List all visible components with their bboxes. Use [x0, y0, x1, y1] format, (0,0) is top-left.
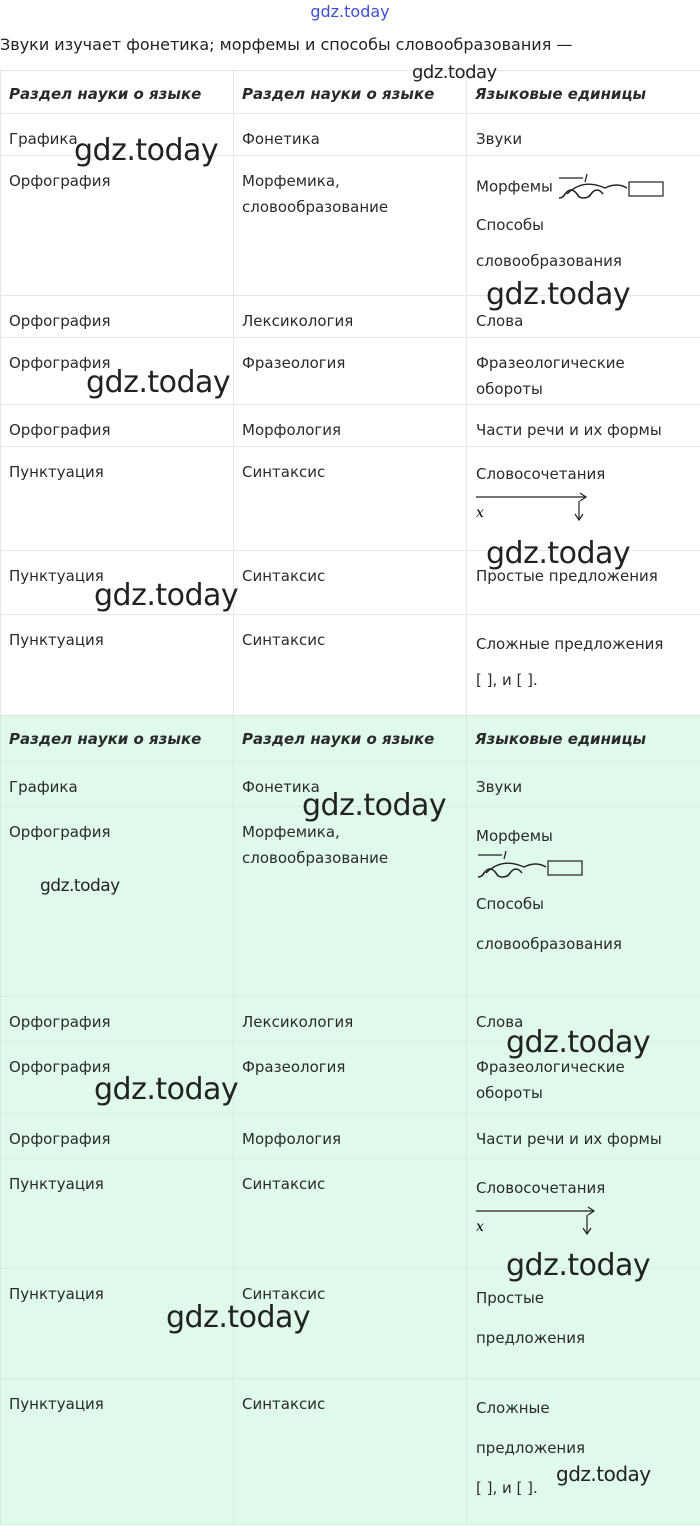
watermark: gdz.today [486, 277, 631, 312]
table-cell: Синтаксис [234, 1159, 467, 1269]
table-cell: Графика [1, 762, 234, 807]
complex-sentences-label: Сложные [476, 1399, 550, 1417]
header-cell: Раздел науки о языке [1, 716, 234, 762]
table-cell: Лексикология [234, 997, 467, 1042]
table-cell: Синтаксис [234, 615, 467, 716]
watermark: gdz.today [506, 1248, 651, 1283]
header-cell: Языковые единицы [467, 71, 700, 114]
table-row [1, 1379, 700, 1525]
table-cell [467, 156, 700, 296]
morpheme-signs-icon [476, 849, 606, 881]
watermark: gdz.today [94, 1072, 239, 1107]
table-row [1, 338, 700, 405]
morpheme-signs-icon [557, 172, 675, 202]
table-row [1, 807, 700, 997]
table-cell: Морфология [234, 1114, 467, 1159]
x-letter: x [476, 505, 484, 521]
complex-sentences-label: предложения [476, 1439, 586, 1457]
table-row [1, 447, 700, 551]
table-cell: Орфография [1, 405, 234, 447]
table-cell [467, 1269, 700, 1379]
table-cell: Пунктуация [1, 615, 234, 716]
table-cell: Орфография [1, 338, 234, 405]
table-cell: Пунктуация [1, 551, 234, 615]
table-cell: Орфография [1, 807, 234, 997]
table-cell: Звуки [467, 114, 700, 156]
language-units-table-answer [0, 715, 700, 1525]
table-row [1, 296, 700, 338]
complex-sentences-label: Сложные предложения [476, 635, 664, 653]
table-cell: Слова [467, 997, 700, 1042]
sentence-scheme: [ ], и [ ]. [476, 671, 538, 689]
table-row [1, 1159, 700, 1269]
table-cell: Фразеологические обороты [467, 338, 700, 405]
table-cell: Фонетика [234, 762, 467, 807]
table-cell: Лексикология [234, 296, 467, 338]
watermark: gdz.today [556, 1462, 651, 1486]
phrases-label: Словосочетания [476, 1179, 606, 1197]
table-row [1, 1269, 700, 1379]
table-cell: Морфемика, словообразование [234, 807, 467, 997]
table-row [1, 551, 700, 615]
table-cell: Пунктуация [1, 1159, 234, 1269]
x-letter: x [476, 1219, 484, 1235]
simple-sentences-label: предложения [476, 1329, 586, 1347]
watermark: gdz.today [166, 1300, 311, 1335]
table-cell: Фонетика [234, 114, 467, 156]
table-cell [467, 1159, 700, 1269]
watermark: gdz.today [302, 788, 447, 823]
table-cell: Части речи и их формы [467, 1114, 700, 1159]
table-row [1, 405, 700, 447]
watermark: gdz.today [74, 133, 219, 168]
table-cell: Синтаксис [234, 551, 467, 615]
table-cell: Графика [1, 114, 234, 156]
table-cell: Фразеологические обороты [467, 1042, 700, 1114]
table-row [1, 615, 700, 716]
table-row [1, 1114, 700, 1159]
table-cell [467, 1379, 700, 1525]
table-header-row [1, 716, 700, 762]
header-cell: Раздел науки о языке [234, 716, 467, 762]
table-cell: Орфография [1, 1114, 234, 1159]
table-cell: Синтаксис [234, 1379, 467, 1525]
table-row [1, 997, 700, 1042]
phrase-arrow-icon [476, 491, 596, 525]
site-logo[interactable]: gdz.today [310, 2, 390, 21]
word-formation-label: Способы [476, 216, 544, 234]
intro-text: Звуки изучает фонетика; морфемы и способы словообразования — [0, 35, 573, 54]
table-row [1, 762, 700, 807]
morphemes-label: Морфемы [476, 177, 553, 196]
table-cell: Простые предложения [467, 551, 700, 615]
table-cell: Морфемика, словообразование [234, 156, 467, 296]
table-cell: Синтаксис [234, 1269, 467, 1379]
watermark: gdz.today [412, 62, 497, 83]
watermark: gdz.today [94, 578, 239, 613]
table-cell: Пунктуация [1, 1269, 234, 1379]
sentence-scheme: [ ], и [ ]. [476, 1479, 538, 1497]
word-formation-label: словообразования [476, 935, 622, 953]
table-cell: Морфология [234, 405, 467, 447]
table-cell: Пунктуация [1, 1379, 234, 1525]
table-row [1, 1042, 700, 1114]
watermark: gdz.today [86, 365, 231, 400]
table-cell: Фразеология [234, 338, 467, 405]
table-header-row [1, 71, 700, 114]
word-formation-label: Способы [476, 895, 544, 913]
watermark: gdz.today [40, 876, 120, 896]
morphemes-label: Морфемы [476, 827, 553, 845]
word-formation-label: словообразования [476, 252, 622, 270]
watermark: gdz.today [506, 1025, 651, 1060]
phrase-arrow-icon [476, 1205, 606, 1239]
table-cell: Пунктуация [1, 447, 234, 551]
language-units-table [0, 70, 700, 716]
header-cell: Раздел науки о языке [1, 71, 234, 114]
table-cell [467, 807, 700, 997]
table-cell: Орфография [1, 1042, 234, 1114]
table-cell: Орфография [1, 296, 234, 338]
table-row [1, 156, 700, 296]
phrases-label: Словосочетания [476, 465, 606, 483]
table-cell [467, 615, 700, 716]
watermark: gdz.today [486, 536, 631, 571]
simple-sentences-label: Простые [476, 1289, 545, 1307]
table-row [1, 114, 700, 156]
header-cell: Раздел науки о языке [234, 71, 467, 114]
header-cell: Языковые единицы [467, 716, 700, 762]
table-cell: Орфография [1, 156, 234, 296]
table-cell: Части речи и их формы [467, 405, 700, 447]
table-cell: Орфография [1, 997, 234, 1042]
table-cell: Синтаксис [234, 447, 467, 551]
table-cell: Фразеология [234, 1042, 467, 1114]
table-cell: Звуки [467, 762, 700, 807]
table-cell: Слова [467, 296, 700, 338]
table-cell [467, 447, 700, 551]
